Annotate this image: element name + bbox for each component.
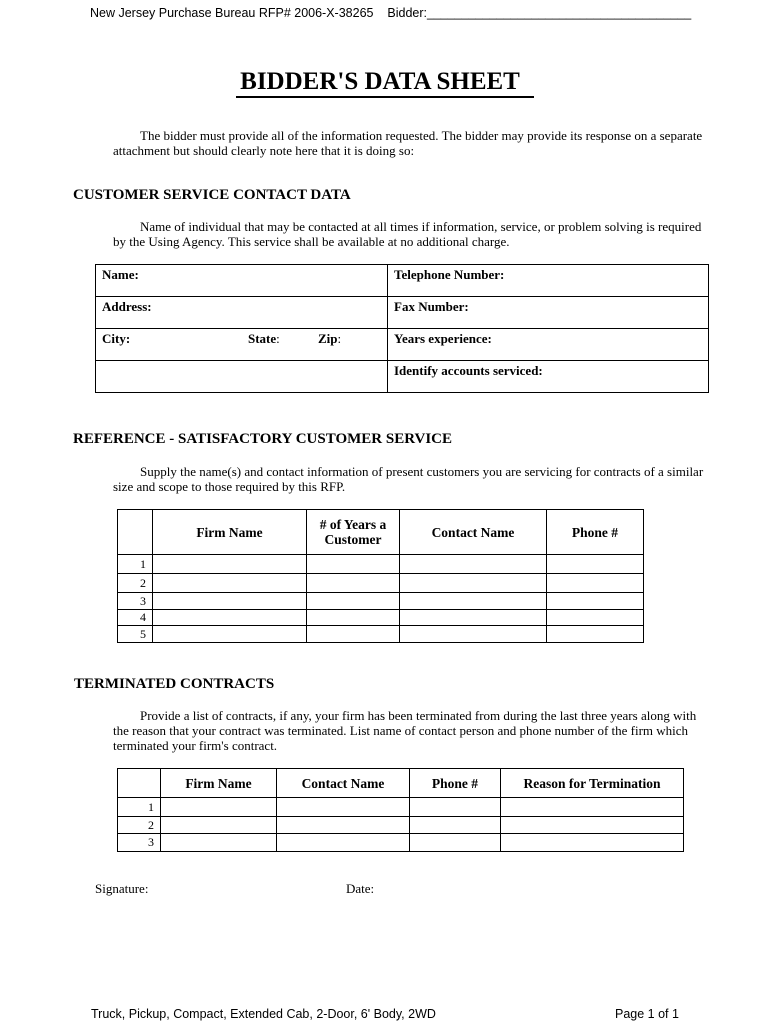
cell[interactable] (153, 626, 307, 643)
row-number: 2 (118, 817, 161, 834)
address-field[interactable] (96, 297, 388, 329)
header-bidder-label: Bidder: (387, 6, 427, 20)
footer-description: Truck, Pickup, Compact, Extended Cab, 2-Door, 6' Body, 2WD (91, 1007, 436, 1021)
row-number: 4 (118, 610, 153, 626)
footer-page-number: Page 1 of 1 (615, 1007, 679, 1021)
customer-service-table (95, 264, 709, 393)
fax-label: Fax Number: (394, 299, 469, 314)
accounts-field[interactable] (388, 361, 709, 393)
name-field[interactable] (96, 265, 388, 297)
cell[interactable] (501, 834, 684, 852)
cell[interactable] (161, 834, 277, 852)
fax-field[interactable] (388, 297, 709, 329)
cell[interactable] (153, 610, 307, 626)
cell[interactable] (400, 555, 547, 574)
name-label: Name: (102, 267, 139, 282)
zip-label: Zip (318, 331, 338, 346)
title-text: BIDDER'S DATA SHEET (236, 68, 534, 98)
cell[interactable] (400, 610, 547, 626)
intro-paragraph: The bidder must provide all of the information requested. The bidder may provide its response on a separate attachment but should clearly note here that it is doing so: (113, 128, 703, 158)
references-paragraph: Supply the name(s) and contact information of present customers you are servicing for contracts of a similar size and scope to those required by this RFP. (113, 464, 704, 494)
accounts-label: Identify accounts serviced: (394, 363, 543, 378)
table-row (118, 593, 644, 610)
date-label[interactable]: Date: (346, 881, 375, 896)
table-row (118, 626, 644, 643)
state-label: State (248, 331, 277, 346)
cell[interactable] (400, 574, 547, 593)
row-number: 3 (118, 834, 161, 852)
table-row (118, 798, 684, 817)
telephone-field[interactable] (388, 265, 709, 297)
page-title (0, 68, 770, 96)
table-row (118, 834, 684, 852)
cell[interactable] (410, 817, 501, 834)
cell[interactable] (547, 574, 644, 593)
cell[interactable] (277, 798, 410, 817)
cell[interactable] (501, 817, 684, 834)
customer-service-paragraph: Name of individual that may be contacted at all times if information, service, or problem solving is required by the Using Agency. This service shall be available at no additional charge. (113, 219, 702, 249)
ref-col-contact: Contact Name (400, 510, 547, 555)
ref-col-firm-name: Firm Name (153, 510, 307, 555)
cell[interactable] (161, 817, 277, 834)
cell[interactable] (410, 834, 501, 852)
table-row (118, 574, 644, 593)
cell[interactable] (307, 593, 400, 610)
cell[interactable] (307, 626, 400, 643)
cell[interactable] (161, 798, 277, 817)
ref-col-phone: Phone # (547, 510, 644, 555)
term-col-phone: Phone # (410, 769, 501, 798)
term-col-firm-name: Firm Name (161, 769, 277, 798)
term-col-contact: Contact Name (277, 769, 410, 798)
cell[interactable] (277, 834, 410, 852)
cell[interactable] (547, 555, 644, 574)
page-header (90, 6, 691, 20)
row-number: 1 (118, 798, 161, 817)
cell[interactable] (153, 574, 307, 593)
row-number: 3 (118, 593, 153, 610)
cell[interactable] (400, 626, 547, 643)
table-row (118, 817, 684, 834)
terminated-table (117, 768, 684, 852)
row-number: 5 (118, 626, 153, 643)
years-experience-label: Years experience: (394, 331, 492, 346)
city-state-zip-field[interactable]: City: State: Zip: (96, 329, 388, 361)
terminated-paragraph: Provide a list of contracts, if any, your firm has been terminated from during the last three years along with the reason that your contract was terminated. List name of contact person and phone number of the firm which terminated your firm's contract. (113, 708, 697, 753)
cell[interactable] (153, 593, 307, 610)
table-row (118, 555, 644, 574)
row-number: 2 (118, 574, 153, 593)
cell[interactable] (307, 555, 400, 574)
row-number: 1 (118, 555, 153, 574)
cell[interactable] (153, 555, 307, 574)
telephone-label: Telephone Number: (394, 267, 505, 282)
address-label: Address: (102, 299, 152, 314)
cell[interactable] (547, 626, 644, 643)
city-label: City: (102, 331, 131, 346)
ref-blank-header (118, 510, 153, 555)
table-row (118, 610, 644, 626)
ref-col-years: # of Years a Customer (307, 510, 400, 555)
cell[interactable] (400, 593, 547, 610)
cell[interactable] (277, 817, 410, 834)
cell[interactable] (547, 610, 644, 626)
header-rfp-text: New Jersey Purchase Bureau RFP# 2006-X-38265 (90, 6, 374, 20)
term-col-reason: Reason for Termination (501, 769, 684, 798)
header-bidder-line: ______________________________________ (427, 6, 692, 20)
cell[interactable] (501, 798, 684, 817)
term-blank-header (118, 769, 161, 798)
years-experience-field[interactable] (388, 329, 709, 361)
references-table (117, 509, 644, 643)
cell[interactable] (307, 610, 400, 626)
customer-service-heading: CUSTOMER SERVICE CONTACT DATA (73, 187, 351, 203)
signature-label[interactable]: Signature: (95, 881, 149, 896)
references-heading: REFERENCE - SATISFACTORY CUSTOMER SERVICE (73, 431, 453, 447)
cell[interactable] (547, 593, 644, 610)
terminated-heading: TERMINATED CONTRACTS (74, 676, 275, 692)
blank-field[interactable] (96, 361, 388, 393)
cell[interactable] (307, 574, 400, 593)
cell[interactable] (410, 798, 501, 817)
